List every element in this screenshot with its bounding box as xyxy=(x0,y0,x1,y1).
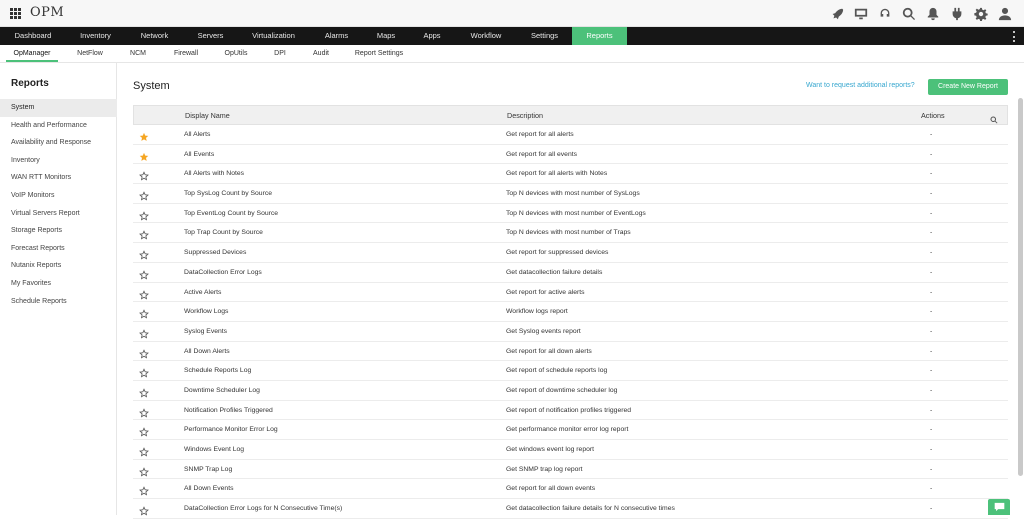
table-search-icon[interactable] xyxy=(990,112,998,120)
table-row[interactable] xyxy=(133,381,1008,401)
nav-reports[interactable]: Reports xyxy=(572,27,627,45)
table-row[interactable] xyxy=(133,361,1008,381)
subnav-dpi[interactable]: DPI xyxy=(274,50,286,57)
table-body xyxy=(133,125,1008,519)
nav-dashboard[interactable]: Dashboard xyxy=(14,31,52,40)
nav-network[interactable]: Network xyxy=(140,31,169,40)
app-logo[interactable]: OPM xyxy=(30,5,65,20)
report-description: Get datacollection failure details for N consecutive times xyxy=(506,505,675,513)
report-name[interactable]: All Alerts with Notes xyxy=(184,170,245,178)
report-name[interactable]: Notification Profiles Triggered xyxy=(184,406,273,414)
report-actions: - xyxy=(930,131,933,138)
report-description: Get Syslog events report xyxy=(506,327,581,335)
star-filled-icon[interactable] xyxy=(139,129,149,139)
report-actions: - xyxy=(930,249,933,257)
report-actions: - xyxy=(930,288,933,296)
report-actions: - xyxy=(930,229,933,237)
monitor-icon[interactable] xyxy=(854,7,868,21)
subnav-ncm[interactable]: NCM xyxy=(130,50,146,57)
report-name[interactable]: Performance Monitor Error Log xyxy=(184,426,278,434)
star-outline-icon[interactable] xyxy=(139,464,149,474)
report-name[interactable]: Syslog Events xyxy=(184,327,228,335)
table-row[interactable] xyxy=(133,184,1008,204)
star-outline-icon[interactable] xyxy=(139,385,149,395)
report-actions: - xyxy=(930,505,933,513)
report-name[interactable]: All Alerts xyxy=(184,131,211,138)
sidebar-item-wan-rtt-monitors[interactable]: WAN RTT Monitors xyxy=(11,174,72,182)
report-name[interactable]: All Down Events xyxy=(184,485,234,493)
report-actions: - xyxy=(930,465,933,473)
report-name[interactable]: Windows Event Log xyxy=(184,446,245,453)
report-description: Get datacollection failure details xyxy=(506,268,603,276)
sidebar-item-system[interactable]: System xyxy=(0,99,117,117)
sidebar-item-availability-and-response[interactable]: Availability and Response xyxy=(11,139,92,147)
report-description: Top N devices with most number of Traps xyxy=(506,229,631,237)
report-actions: - xyxy=(930,209,933,217)
report-name[interactable]: Workflow Logs xyxy=(184,308,229,316)
report-actions: - xyxy=(930,347,933,355)
nav-settings[interactable]: Settings xyxy=(530,31,559,40)
headset-icon[interactable] xyxy=(878,7,892,21)
report-name[interactable]: DataCollection Error Logs xyxy=(184,268,262,276)
star-outline-icon[interactable] xyxy=(139,287,149,297)
nav-apps[interactable]: Apps xyxy=(423,31,441,40)
column-header-actions: Actions xyxy=(921,111,945,120)
report-name[interactable]: Downtime Scheduler Log xyxy=(184,386,260,394)
report-actions: - xyxy=(930,367,933,375)
star-outline-icon[interactable] xyxy=(139,267,149,277)
report-actions: - xyxy=(930,446,933,453)
user-icon[interactable] xyxy=(998,7,1012,21)
report-description: Get SNMP trap log report xyxy=(506,465,583,473)
report-name[interactable]: Suppressed Devices xyxy=(184,249,247,257)
table-row[interactable] xyxy=(133,164,1008,184)
sidebar-item-forecast-reports[interactable]: Forecast Reports xyxy=(11,244,65,252)
table-row[interactable] xyxy=(133,479,1008,499)
table-row[interactable] xyxy=(133,401,1008,421)
table-row[interactable] xyxy=(133,223,1008,243)
sidebar-item-my-favorites[interactable]: My Favorites xyxy=(11,279,52,287)
subnav-audit[interactable]: Audit xyxy=(313,50,329,57)
chat-icon[interactable] xyxy=(988,499,1010,515)
gear-icon[interactable] xyxy=(974,7,988,21)
reports-sidebar xyxy=(0,63,117,515)
report-name[interactable]: Top EventLog Count by Source xyxy=(184,209,279,217)
page-title: System xyxy=(133,80,170,92)
star-outline-icon[interactable] xyxy=(139,326,149,336)
sidebar-item-schedule-reports[interactable]: Schedule Reports xyxy=(11,297,67,305)
app-grid-icon[interactable] xyxy=(10,8,21,19)
sidebar-item-inventory[interactable]: Inventory xyxy=(11,156,40,164)
star-outline-icon[interactable] xyxy=(139,424,149,434)
main-content xyxy=(118,63,1024,515)
rocket-icon[interactable] xyxy=(830,7,844,21)
report-name[interactable]: Schedule Reports Log xyxy=(184,367,252,375)
table-header xyxy=(133,105,1008,125)
report-description: Get report of schedule reports log xyxy=(506,367,608,375)
star-outline-icon[interactable] xyxy=(139,405,149,415)
star-outline-icon[interactable] xyxy=(139,227,149,237)
create-new-report-button[interactable]: Create New Report xyxy=(928,79,1008,95)
report-actions: - xyxy=(930,268,933,276)
report-description: Get performance monitor error log report xyxy=(506,426,629,434)
report-name[interactable]: DataCollection Error Logs for N Consecutive Time(s) xyxy=(184,505,343,513)
table-row[interactable] xyxy=(133,342,1008,362)
report-description: Get report for suppressed devices xyxy=(506,249,609,257)
table-row[interactable] xyxy=(133,263,1008,283)
table-row[interactable] xyxy=(133,145,1008,165)
report-name[interactable]: All Down Alerts xyxy=(184,347,230,355)
report-description: Top N devices with most number of EventLogs xyxy=(506,209,646,217)
report-description: Workflow logs report xyxy=(506,308,568,316)
sidebar-title: Reports xyxy=(11,78,49,89)
nav-inventory[interactable]: Inventory xyxy=(80,31,111,40)
report-actions: - xyxy=(930,426,933,434)
reports-table xyxy=(133,105,1008,519)
star-filled-icon[interactable] xyxy=(139,149,149,159)
sidebar-item-storage-reports[interactable]: Storage Reports xyxy=(11,227,62,235)
report-actions: - xyxy=(930,170,933,178)
star-outline-icon[interactable] xyxy=(139,188,149,198)
sidebar-list xyxy=(0,99,117,310)
report-name[interactable]: Active Alerts xyxy=(184,288,222,296)
star-outline-icon[interactable] xyxy=(139,168,149,178)
table-row[interactable] xyxy=(133,499,1008,519)
report-description: Get windows event log report xyxy=(506,446,595,453)
nav-workflow[interactable]: Workflow xyxy=(470,31,502,40)
sidebar-item-nutanix-reports[interactable]: Nutanix Reports xyxy=(11,262,62,270)
report-actions: - xyxy=(930,150,933,158)
star-outline-icon[interactable] xyxy=(139,444,149,454)
table-row[interactable] xyxy=(133,302,1008,322)
vertical-scrollbar[interactable] xyxy=(1018,98,1023,476)
bell-icon[interactable] xyxy=(926,7,940,21)
report-actions: - xyxy=(930,308,933,316)
sidebar-item-health-and-performance[interactable]: Health and Performance xyxy=(11,121,87,129)
nav-alarms[interactable]: Alarms xyxy=(324,31,349,40)
report-description: Get report of notification profiles triggered xyxy=(506,406,632,414)
report-actions: - xyxy=(930,406,933,414)
star-outline-icon[interactable] xyxy=(139,365,149,375)
more-options-icon[interactable] xyxy=(1013,31,1016,42)
report-description: Get report for all events xyxy=(506,150,578,158)
main-nav xyxy=(0,27,1024,45)
sidebar-item-voip-monitors[interactable]: VoIP Monitors xyxy=(11,191,55,199)
plug-icon[interactable] xyxy=(950,7,964,21)
table-row[interactable] xyxy=(133,243,1008,263)
star-outline-icon[interactable] xyxy=(139,247,149,257)
table-row[interactable] xyxy=(133,440,1008,460)
report-name[interactable]: Top Trap Count by Source xyxy=(184,229,263,237)
subnav-oputils[interactable]: OpUtils xyxy=(224,50,248,57)
report-description: Top N devices with most number of SysLogs xyxy=(506,190,640,198)
report-description: Get report for active alerts xyxy=(506,288,585,296)
report-actions: - xyxy=(930,190,933,198)
star-outline-icon[interactable] xyxy=(139,208,149,218)
top-header xyxy=(0,0,1024,27)
report-name[interactable]: All Events xyxy=(184,150,215,158)
table-row[interactable] xyxy=(133,283,1008,303)
sub-nav xyxy=(0,45,1024,63)
star-outline-icon[interactable] xyxy=(139,503,149,513)
table-row[interactable] xyxy=(133,322,1008,342)
column-header-display-name[interactable]: Display Name xyxy=(185,111,230,120)
request-reports-link[interactable]: Want to request additional reports? xyxy=(806,82,915,89)
table-row[interactable] xyxy=(133,420,1008,440)
report-description: Get report for all down alerts xyxy=(506,347,592,355)
table-row[interactable] xyxy=(133,204,1008,224)
nav-virtualization[interactable]: Virtualization xyxy=(252,31,295,40)
subnav-report-settings[interactable]: Report Settings xyxy=(354,50,404,57)
subnav-opmanager[interactable]: OpManager xyxy=(6,45,58,62)
report-actions: - xyxy=(930,485,933,493)
report-description: Get report for all alerts xyxy=(506,131,574,138)
subnav-netflow[interactable]: NetFlow xyxy=(77,50,103,57)
report-description: Get report of downtime scheduler log xyxy=(506,386,618,394)
table-row[interactable] xyxy=(133,460,1008,480)
subnav-firewall[interactable]: Firewall xyxy=(173,50,199,57)
sidebar-item-virtual-servers-report[interactable]: Virtual Servers Report xyxy=(11,209,80,217)
column-header-description[interactable]: Description xyxy=(507,111,543,120)
report-description: Get report for all alerts with Notes xyxy=(506,170,608,178)
report-actions: - xyxy=(930,327,933,335)
report-name[interactable]: SNMP Trap Log xyxy=(184,465,233,473)
report-description: Get report for all down events xyxy=(506,485,596,493)
report-actions: - xyxy=(930,386,933,394)
table-row[interactable] xyxy=(133,125,1008,145)
search-icon[interactable] xyxy=(902,7,916,21)
header-icons xyxy=(830,4,1012,23)
star-outline-icon[interactable] xyxy=(139,306,149,316)
nav-maps[interactable]: Maps xyxy=(376,31,396,40)
star-outline-icon[interactable] xyxy=(139,483,149,493)
star-outline-icon[interactable] xyxy=(139,346,149,356)
report-name[interactable]: Top SysLog Count by Source xyxy=(184,190,273,198)
nav-servers[interactable]: Servers xyxy=(197,31,224,40)
